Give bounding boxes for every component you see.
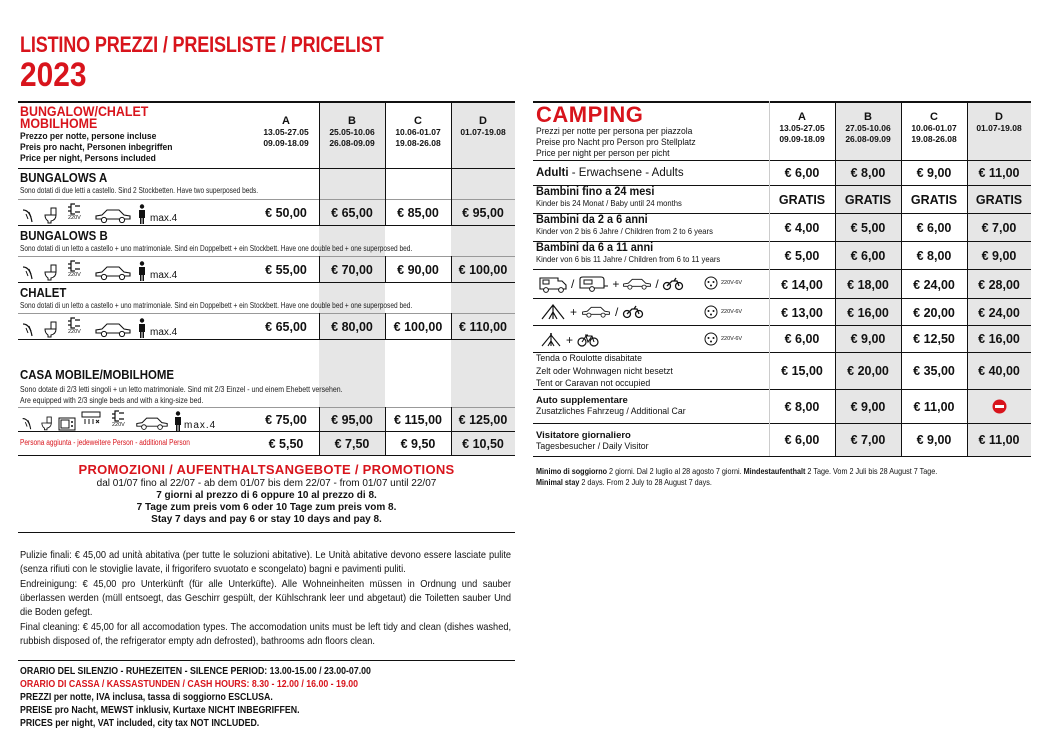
section-bungalows-a: BUNGALOWS A Sono dotati di due letti a castello. Sind 2 Stockbetten. Have two superposed beds. (20, 170, 259, 195)
power-socket-icon: 220V (64, 202, 88, 224)
divider (835, 101, 836, 456)
row-children-2-6-label: Bambini da 2 a 6 anni Kinder von 2 bis 6 Jahre / Children from 2 to 6 years (536, 214, 713, 236)
col-header-c: C 10.06-01.07 19.08-26.08 (395, 115, 441, 148)
price-bungalows-a-b: € 65,00 (331, 205, 373, 220)
price-visitor-a: € 6,00 (784, 433, 820, 447)
price-children-6-11-d: € 9,00 (981, 248, 1017, 263)
divider (18, 532, 515, 533)
price-bungalows-b-c: € 90,00 (397, 262, 439, 277)
microwave-icon (58, 417, 76, 431)
toilet-icon (44, 206, 58, 224)
car-icon (581, 305, 611, 319)
section-bungalows-b: BUNGALOWS B Sono dotati di un letto a castello + uno matrimoniale. Sind ein Doppelbett + ein Stockbett. Have one double bed + one superposed bed. (20, 228, 413, 253)
divider (451, 256, 452, 282)
promotions-title: PROMOZIONI / AUFENTHALTSANGEBOTE / PROMOTIONS (78, 462, 455, 477)
price-children-6-11-a: € 5,00 (784, 248, 820, 263)
price-visitor-b: € 7,00 (850, 433, 886, 447)
motorcycle-icon (662, 277, 684, 291)
price-extra-c: € 9,50 (400, 436, 436, 451)
price-extra-a: € 5,50 (268, 436, 304, 451)
cleaning-it: Pulizie finali: € 45,00 ad unità abitativa (per tutte le soluzioni abitative). Le Unità abitative devono essere lasciate pulite (senza rifiuti con le stoviglie lavate, il frigorifero svuotato e scongelato) bagni e pavimenti puliti. (20, 549, 512, 575)
price-children-6-11-c: € 8,00 (916, 248, 952, 263)
divider (385, 256, 386, 282)
price-adults-b: € 8,00 (850, 166, 886, 180)
motorcycle-icon (622, 305, 644, 319)
power-socket-icon: 220V (64, 259, 88, 281)
heater-icon (81, 411, 103, 431)
price-visitor-c: € 9,00 (916, 433, 952, 447)
price-unoccupied-b: € 20,00 (847, 364, 889, 378)
section-casa-mobile: CASA MOBILE/MOBILHOME Sono dotate di 2/3 letti singoli + un letto matrimoniale. Sind mit 2/3 Einzel - und einem Ehebett versehen. Are equipped with 2/3 single beds and with a king-size bed. (20, 367, 343, 405)
price-unoccupied-c: € 35,00 (913, 364, 955, 378)
section-chalet: CHALET Sono dotati di un letto a castello + uno matrimoniale. Sind ein Doppelbett + ein Stockbett. Have one double bed + one superposed bed. (20, 285, 413, 310)
camper-icon (538, 275, 568, 293)
amenity-icons (20, 202, 177, 224)
price-pitch-camper-c: € 24,00 (913, 277, 955, 292)
caravan-icon (577, 275, 609, 293)
col-header-a: A 13.05-27.05 09.09-18.09 (779, 111, 825, 144)
price-casa-b: € 95,00 (331, 412, 373, 427)
divider (319, 199, 320, 225)
price-children-6-11-b: € 6,00 (850, 248, 886, 263)
divider (385, 101, 386, 199)
power-socket-icon: 220V (108, 409, 130, 431)
amenity-icons (20, 316, 177, 338)
col-header-d: D 01.07-19.08 (976, 111, 1022, 133)
page-year: 2023 (20, 56, 87, 94)
car-icon (135, 416, 169, 431)
price-extra-b: € 7,50 (334, 436, 370, 451)
toilet-icon (41, 415, 53, 431)
col-header-c: C 10.06-01.07 19.08-26.08 (911, 111, 957, 144)
camping-subheading: Prezzi per notte per persona per piazzola Preise pro Nacht pro Person pro Stellplatz Price per night per person per picht (536, 126, 696, 159)
power-outlet-icon: 220V-6V (704, 276, 742, 290)
price-pitch-tent-a: € 13,00 (781, 305, 823, 320)
camping-heading: CAMPING (536, 102, 644, 127)
price-visitor-d: € 11,00 (978, 433, 1020, 447)
bungalow-subheading: Prezzo per notte, persone incluse Preis pro nacht, Personen inbegriffen Price per night, Persons included (20, 131, 173, 164)
col-header-b: B 27.05-10.06 26.08-09.09 (845, 111, 891, 144)
price-pitch-small-b: € 9,00 (850, 332, 886, 346)
price-pitch-tent-b: € 16,00 (847, 305, 889, 320)
cash-hours: ORARIO DI CASSA / KASSASTUNDEN / CASH HOURS: 8.30 - 12.00 / 16.00 - 19.00 (20, 679, 359, 690)
max-persons: max.4 (138, 261, 177, 281)
max-persons: max.4 (138, 204, 177, 224)
col-header-b: B 25.05-10.06 26.08-09.09 (329, 115, 375, 148)
power-socket-icon: 220V (64, 316, 88, 338)
person-icon (138, 204, 146, 224)
price-car-b: € 9,00 (850, 399, 886, 414)
price-baby-d: GRATIS (975, 193, 1023, 207)
divider (18, 282, 515, 283)
divider (967, 101, 968, 456)
price-pitch-tent-d: € 24,00 (978, 305, 1020, 320)
power-outlet-icon: 220V-6V (704, 305, 742, 319)
promotions-body: dal 01/07 fino al 22/07 - ab dem 01/07 bis dem 22/07 - from 01/07 until 22/07 7 giorni al prezzo di 6 oppure 10 al prezzo di 8. 7 Tage zum preis vom 6 oder 10 Tage zum preis vom 8. Stay 7 days and pay 6 or stay 10 days and pay 8. (96, 478, 437, 525)
price-pitch-small-c: € 12,50 (913, 332, 955, 346)
divider (18, 225, 515, 226)
bicycle-icon (577, 333, 599, 347)
divider (319, 101, 320, 199)
price-baby-c: GRATIS (910, 193, 958, 207)
price-pitch-camper-b: € 18,00 (847, 277, 889, 292)
car-icon (94, 208, 132, 224)
price-children-2-6-a: € 4,00 (784, 220, 820, 235)
max-persons: max.4 (174, 411, 216, 431)
person-icon (138, 318, 146, 338)
pitch-small-tent-icons: + (540, 331, 599, 349)
divider (319, 407, 320, 455)
car-icon (94, 265, 132, 281)
max-persons: max.4 (138, 318, 177, 338)
divider (385, 199, 386, 225)
car-icon (94, 322, 132, 338)
price-pitch-small-a: € 6,00 (784, 332, 820, 346)
divider (451, 407, 452, 455)
tent-icon (540, 303, 566, 321)
amenity-icons (20, 259, 177, 281)
no-entry-icon (967, 390, 1031, 423)
cleaning-en: Final cleaning: € 45,00 for all accomodation types. The accomodation units must be left tidy and clean (dishes washed, rubbish disposed of, the refrigerator empty adn defrosted), bathrooms adn floors clean. (20, 621, 512, 647)
price-casa-d: € 125,00 (458, 412, 508, 427)
price-unoccupied-a: € 15,00 (781, 364, 823, 378)
small-tent-icon (540, 332, 562, 348)
divider (319, 256, 320, 282)
price-pitch-small-d: € 16,00 (978, 332, 1020, 346)
price-chalet-b: € 80,00 (331, 319, 373, 334)
additional-person-label: Persona aggiunta - jedeweitere Person - additional Person (20, 438, 190, 447)
price-chalet-c: € 100,00 (393, 319, 443, 334)
air-conditioning-icon (20, 263, 38, 281)
divider (901, 101, 902, 456)
price-adults-a: € 6,00 (784, 166, 820, 180)
divider (18, 168, 515, 169)
price-pitch-tent-c: € 20,00 (913, 305, 955, 320)
daily-visitor-label: Visitatore giornaliero Tagesbesucher / Daily Visitor (536, 430, 649, 452)
price-adults-d: € 11,00 (978, 166, 1020, 180)
bungalow-heading: BUNGALOW/CHALET MOBILHOME (20, 104, 149, 131)
price-bungalows-b-d: € 100,00 (458, 262, 508, 277)
cleaning-de: Endreinigung: € 45,00 pro Unterkünft (für alle Unterküfte). Alle Wohneinheiten müssen in Ordnung und sauber überlassen werden (müll entsoegt, das Geschirr gespült, der Kühlschrank leer und abgetaut) die Toiletten sauber Und die Boden gefegt. (20, 578, 512, 618)
toilet-icon (44, 263, 58, 281)
power-outlet-icon: 220V-6V (704, 332, 742, 346)
divider (385, 407, 386, 455)
car-icon (622, 277, 652, 291)
price-pitch-camper-d: € 28,00 (978, 277, 1020, 292)
price-bungalows-b-a: € 55,00 (265, 262, 307, 277)
minimum-stay: Minimo di soggiorno 2 giorni. Dal 2 luglio al 28 agosto 7 giorni. Mindestaufenthalt 2 Tage. Vom 2 Juli bis 28 August 7 Tage. Minimal stay 2 days. From 2 July to 28 August 7 days. (536, 466, 938, 487)
person-icon (174, 411, 182, 431)
footer-en: PRICES per night, VAT included, city tax NOT INCLUDED. (20, 718, 260, 729)
divider (451, 313, 452, 339)
divider (769, 101, 770, 456)
person-icon (138, 261, 146, 281)
page-title: LISTINO PREZZI / PREISLISTE / PRICELIST (20, 32, 384, 57)
amenity-icons (20, 409, 216, 431)
price-chalet-d: € 110,00 (459, 319, 507, 334)
price-pitch-camper-a: € 14,00 (781, 277, 823, 292)
price-bungalows-a-a: € 50,00 (265, 205, 307, 220)
col-header-d: D 01.07-19.08 (460, 115, 506, 137)
footer-de: PREISE pro Nacht, MEWST inklusiv, Kurtaxe NICHT INBEGRIFFEN. (20, 705, 300, 716)
price-car-a: € 8,00 (784, 399, 820, 414)
price-car-c: € 11,00 (913, 399, 955, 414)
divider (18, 101, 515, 103)
row-baby-label: Bambini fino a 24 mesi Kinder bis 24 Monat / Baby until 24 months (536, 186, 682, 208)
row-children-6-11-label: Bambini da 6 a 11 anni Kinder von 6 bis 11 Jahre / Children from 6 to 11 years (536, 242, 721, 264)
divider (18, 339, 515, 340)
price-children-2-6-d: € 7,00 (981, 220, 1017, 235)
divider (18, 660, 515, 661)
silence-period: ORARIO DEL SILENZIO - RUHEZEITEN - SILENCE PERIOD: 13.00-15.00 / 23.00-07.00 (20, 666, 371, 677)
col-header-a: A 13.05-27.05 09.09-18.09 (263, 115, 309, 148)
additional-car-label: Auto supplementare Zusatzliches Fahrzeug / Additional Car (536, 395, 686, 417)
price-children-2-6-b: € 5,00 (850, 220, 886, 235)
price-unoccupied-d: € 40,00 (978, 364, 1020, 378)
price-casa-a: € 75,00 (265, 412, 307, 427)
divider (385, 313, 386, 339)
divider (319, 313, 320, 339)
air-conditioning-icon (20, 320, 38, 338)
divider (533, 456, 1031, 457)
divider (18, 455, 515, 456)
price-baby-b: GRATIS (844, 193, 892, 207)
air-conditioning-icon (20, 206, 38, 224)
footer-it: PREZZI per notte, IVA inclusa, tassa di soggiorno ESCLUSA. (20, 692, 273, 703)
row-adults-label: Adulti - Erwachsene - Adults (536, 167, 684, 179)
price-adults-c: € 9,00 (916, 166, 952, 180)
divider (451, 199, 452, 225)
pitch-tent-icons: + / (540, 302, 644, 322)
divider (451, 101, 452, 199)
price-chalet-a: € 65,00 (265, 319, 307, 334)
pitch-camper-icons: / + / (538, 273, 684, 295)
air-conditioning-icon (20, 415, 36, 431)
toilet-icon (44, 320, 58, 338)
price-baby-a: GRATIS (778, 193, 826, 207)
price-children-2-6-c: € 6,00 (916, 220, 952, 235)
price-extra-d: € 10,50 (462, 436, 504, 451)
price-casa-c: € 115,00 (394, 412, 442, 427)
price-bungalows-a-d: € 95,00 (462, 205, 504, 220)
unoccupied-label: Tenda o Roulotte disabitate Zelt oder Wohnwagen nicht besetzt Tent or Caravan not occupied (536, 353, 673, 389)
price-bungalows-b-b: € 70,00 (331, 262, 373, 277)
price-bungalows-a-c: € 85,00 (397, 205, 439, 220)
